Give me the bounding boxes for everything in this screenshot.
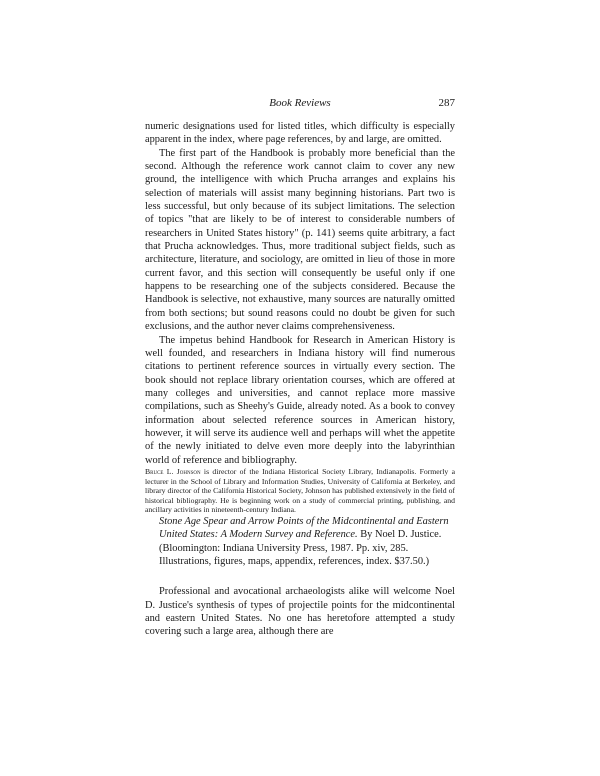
paragraph-stone-age-review: Professional and avocational archaeologists alike will welcome Noel D. Justice's synthesis of types of projectile points for the midcontinental and eastern United States. No one has heretofore attempted a study covering such a large area, although there are (145, 586, 455, 638)
page-number: 287 (438, 97, 455, 109)
reviewer-name: Bruce L. Johnson (145, 466, 201, 476)
running-head: Book Reviews (269, 97, 331, 109)
book-details: By Noel D. Justice. (Bloomington: Indiana University Press, 1987. Pp. xiv, 285. Illustrations, figures, maps, appendix, references, index. $37.50.) (159, 529, 442, 567)
book-citation (145, 515, 455, 568)
review-body (145, 120, 455, 639)
book-title: Stone Age Spear and Arrow Points of the Midcontinental and Eastern United States: A Modern Survey and Reference. (159, 515, 449, 541)
paragraph-impetus: The impetus behind Handbook for Research in American History is well founded, and researchers in Indiana history will find numerous citations to pertinent reference sources in virtually every section. The book should not replace library orientation courses, which are offered at many colleges and universities, and cannot replace more massive compilations, such as Sheehy's Guide, already noted. As a book to convey information about selected reference sources in American history, however, it will serve its audience well and perhaps will whet the appetite of the newly initiated to delve even more deeply into the labyrinthian world of reference and bibliography. (145, 334, 455, 466)
reviewer-bio-text: is director of the Indiana Historical Society Library, Indianapolis. Formerly a lecturer in the School of Library and Information Studies, University of California at Berkeley, and library director of the California Historical Society, Johnson has published extensively in the field of historical bibliography. He is beginning work on a study of commercial printing, publishing, and ancillary activities in nineteenth-century Indiana. (145, 466, 455, 515)
reviewer-bio (145, 467, 455, 515)
paragraph-continued: numeric designations used for listed titles, which difficulty is especially apparent in the index, where page references, by and large, are omitted. (145, 121, 455, 146)
paragraph-handbook-parts: The first part of the Handbook is probably more beneficial than the second. Although the reference work cannot claim to cover any new ground, the intelligence with which Prucha arranges and explains his selection of materials will assist many beginning historians. Part two is less successful, but only because of its subject limitations. The selection of topics "that are likely to be of interest to considerable numbers of researchers in United States history" (p. 141) seems quite arbitrary, a fact that Prucha acknowledges. Thus, more traditional subject fields, such as architecture, literature, and sociology, are omitted in lieu of those in more current favor, and this section will consequently be useful only if one happens to be researching one of the subjects considered. Because the Handbook is selective, not exhaustive, many sources are naturally omitted from both sections; but sound reasons could no doubt be given for such exclusions, and the author never claims comprehensiveness. (145, 147, 455, 333)
page-header (145, 97, 455, 115)
